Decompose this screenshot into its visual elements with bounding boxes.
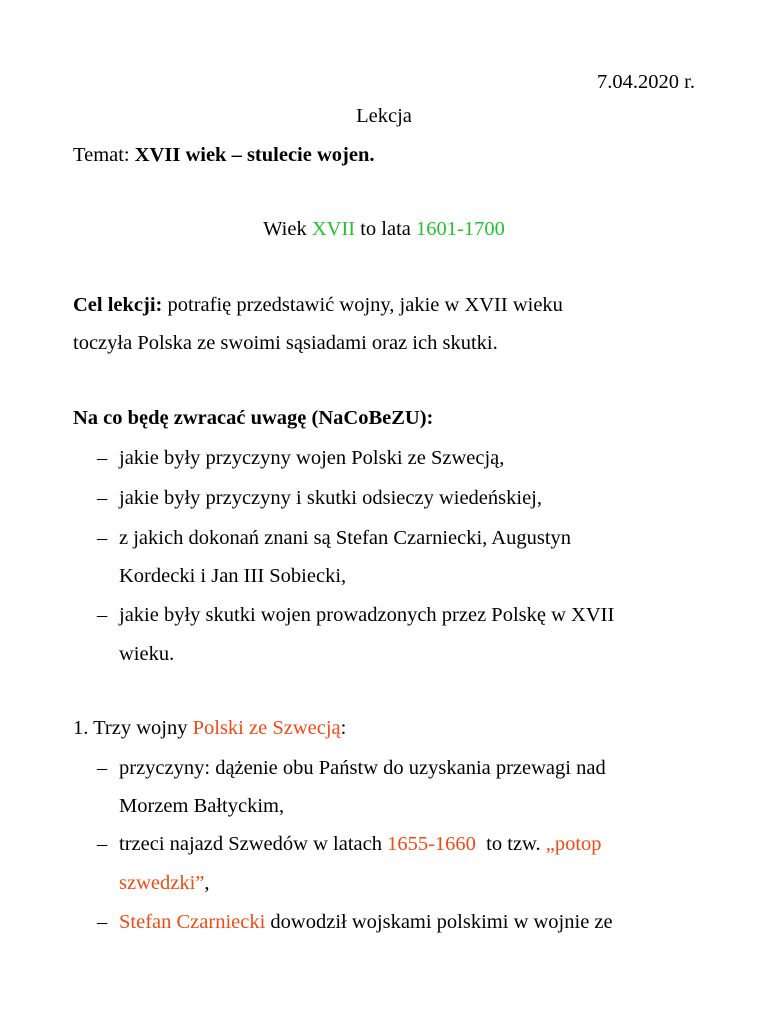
century-line	[0, 219, 768, 240]
bullet-dash: –	[97, 487, 108, 509]
century-part2: to lata	[355, 218, 417, 240]
bullet-dash: –	[97, 527, 108, 549]
nacobezu-item: jakie były skutki wojen prowadzonych przez Polskę w XVII	[119, 604, 615, 626]
topic-label: Temat:	[73, 144, 135, 166]
section1-item3-text: dowodził wojskami polskimi w wojnie ze	[265, 911, 613, 933]
section1-item2-end: ,	[204, 872, 210, 894]
goal-label: Cel lekcji:	[73, 294, 163, 316]
nacobezu-item: jakie były przyczyny wojen Polski ze Szwecją,	[119, 447, 505, 469]
bullet-dash: –	[97, 757, 108, 779]
century-value: XVII	[311, 218, 356, 240]
section1-item2-line1	[119, 834, 602, 855]
section1-item1-line2: Morzem Bałtyckim,	[119, 795, 285, 817]
goal-text-1: potrafię przedstawić wojny, jakie w XVII wieku	[162, 294, 563, 316]
goal-line-1	[73, 295, 563, 316]
topic-title: XVII wiek – stulecie wojen.	[134, 144, 375, 166]
bullet-dash: –	[97, 833, 108, 855]
section1-item2-mid: to tzw.	[475, 833, 546, 855]
section1-suffix: :	[340, 717, 347, 739]
section1-highlight: Polski ze Szwecją	[192, 717, 341, 739]
section1-prefix: 1. Trzy wojny	[73, 717, 193, 739]
bullet-dash: –	[97, 911, 108, 933]
bullet-dash: –	[97, 447, 108, 469]
goal-line-2: toczyła Polska ze swoimi sąsiadami oraz ich skutki.	[73, 332, 498, 354]
nacobezu-title: Na co będę zwracać uwagę (NaCoBeZU):	[73, 407, 434, 429]
nacobezu-item-continued: wieku.	[119, 643, 175, 665]
section1-item2-quote-end: szwedzki”	[119, 872, 205, 894]
section1-item2-line2	[119, 873, 210, 894]
section1-item2-years: 1655-1660	[387, 833, 476, 855]
section1-item3-name: Stefan Czarniecki	[119, 911, 266, 933]
century-years: 1601-1700	[416, 218, 505, 240]
date: 7.04.2020 r.	[597, 71, 695, 93]
section1-title	[73, 718, 346, 739]
nacobezu-item-continued: Kordecki i Jan III Sobiecki,	[119, 565, 347, 587]
section1-item2-quote-start: „potop	[545, 833, 602, 855]
bullet-dash: –	[97, 604, 108, 626]
nacobezu-item: jakie były przyczyny i skutki odsieczy wiedeńskiej,	[119, 487, 542, 509]
century-part1: Wiek	[263, 218, 312, 240]
heading: Lekcja	[356, 105, 412, 127]
topic-line	[73, 145, 374, 166]
section1-item2-text: trzeci najazd Szwedów w latach	[119, 833, 388, 855]
nacobezu-item: z jakich dokonań znani są Stefan Czarniecki, Augustyn	[119, 527, 572, 549]
section1-item1-line1: przyczyny: dążenie obu Państw do uzyskania przewagi nad	[119, 757, 606, 779]
section1-item3-line1	[119, 912, 613, 933]
